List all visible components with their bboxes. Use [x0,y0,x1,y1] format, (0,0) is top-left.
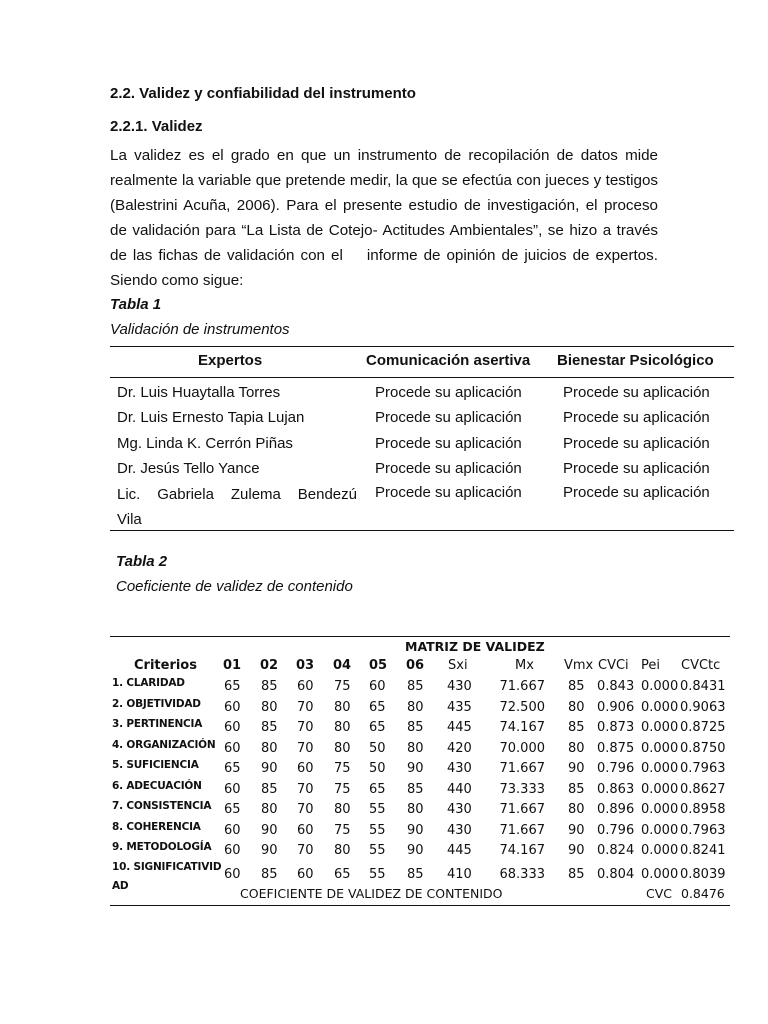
cvctc-value: 0.8725 [680,720,726,735]
expert-name-line: Lic. Gabriela Zulema Bendezú [117,486,357,503]
score-01: 65 [224,761,241,776]
score-04: 80 [334,720,351,735]
score-04: 75 [334,781,351,797]
cvci-value: 0.843 [597,679,635,694]
score-06: 80 [407,802,424,817]
score-06: 85 [407,781,424,797]
paragraph-line: (Balestrini Acuña, 2006). Para el presente estudio de investigación, el proceso [110,197,658,214]
sxi-value: 430 [447,679,472,694]
validation-table [110,346,734,531]
pei-value: 0.000 [641,781,679,797]
score-03: 70 [297,740,314,756]
header-vmx: Vmx [564,658,594,673]
mx-value: 71.667 [499,802,545,817]
sxi-value: 410 [447,867,472,882]
score-02: 85 [261,679,278,694]
validity-matrix: MATRIZ DE VALIDEZ Criterios 01 02 03 04 05 06 Sxi Mx Vmx CVCi Pei CVCtc 1. CLARIDAD 65 85 60 75 60 85 430 71.667 85 0.843 0.000 0.8431 2. OBJETIVIDAD 60 80 70 80 65 80 435 72.500 80 0.906 0.000 0.9063 3. PERTINENCIA 60 85 70 80 65 85 445 74.167 85 0.873 0.000 0.8725 4. ORGANIZACIÓN 60 80 70 80 50 80 420 70.000 80 0.875 0.000 0.8750 5. SUFICIENCIA 65 90 60 75 50 90 430 71.667 90 0.796 0.000 0.7963 6. ADECUACIÓN 60 85 70 75 65 85 440 73.333 85 0.863 0.000 0.8627 7. CONSISTENCIA 65 80 70 80 55 80 430 71.667 80 0.896 0.000 0.8958 8. COHERENCIA 60 90 60 75 55 90 430 71.667 90 0.796 0.000 0.7963 9. METODOLOGÍA 60 90 70 80 55 90 445 74.167 90 0.824 0.000 0.8241 10. SIGNIFICATIVID AD 60 85 60 65 55 85 410 68.333 85 0.804 0.000 0.8039 COEFICIENTE DE VALIDEZ DE CONTENIDO CVC 0.8476 [110,636,730,906]
table2-caption: Coeficiente de validez de contenido [116,578,353,595]
header-bienestar: Bienestar Psicológico [557,352,714,369]
criterion-label: 2. OBJETIVIDAD [112,697,201,710]
score-06: 80 [407,699,424,715]
score-01: 65 [224,679,241,694]
verdict-comunicacion: Procede su aplicación [375,409,522,426]
score-02: 80 [261,802,278,817]
score-05: 65 [369,720,386,735]
mx-value: 70.000 [499,740,545,756]
table-row [110,698,730,718]
score-03: 70 [297,720,314,735]
cvctc-value: 0.9063 [680,699,726,715]
header-comunicacion: Comunicación asertiva [366,352,531,369]
verdict-bienestar: Procede su aplicación [563,409,710,426]
cvci-value: 0.824 [597,843,635,858]
criterion-label: 1. CLARIDAD [112,677,185,689]
score-05: 55 [369,843,386,858]
expert-name: Dr. Luis Huaytalla Torres [117,384,281,401]
cvci-value: 0.896 [597,802,635,817]
score-05: 50 [369,761,386,776]
criterion-label: 9. METODOLOGÍA [112,841,212,853]
score-02: 90 [261,761,278,776]
table1-caption: Validación de instrumentos [110,321,290,338]
table1-label: Tabla 1 [110,296,162,313]
pei-value: 0.000 [641,802,679,817]
header-03: 03 [296,658,315,673]
intro-paragraph [110,143,658,293]
score-02: 85 [261,867,278,882]
criterion-label: 3. PERTINENCIA [112,718,203,730]
score-01: 60 [224,843,241,858]
mx-value: 71.667 [499,822,545,838]
vmx-value: 80 [568,699,585,715]
vmx-value: 80 [568,740,585,756]
table-row [110,759,730,779]
header-05: 05 [369,658,388,673]
score-02: 90 [261,822,278,838]
sxi-value: 435 [447,699,472,715]
pei-value: 0.000 [641,843,679,858]
score-04: 80 [334,740,351,756]
sxi-value: 430 [447,822,472,838]
validation-table-body [110,378,734,531]
mx-value: 71.667 [499,679,545,694]
criterion-label: 7. CONSISTENCIA [112,800,212,812]
verdict-comunicacion: Procede su aplicación [375,484,522,501]
paragraph-line: de validación para “La Lista de Cotejo- Actitudes Ambientales”, se hizo a través [110,222,658,239]
sxi-value: 445 [447,720,472,735]
table-row [110,677,730,697]
score-04: 80 [334,802,351,817]
mx-value: 73.333 [499,781,545,797]
verdict-bienestar: Procede su aplicación [563,435,710,452]
mx-value: 72.500 [499,699,545,715]
score-01: 60 [224,822,241,838]
score-02: 85 [261,720,278,735]
pei-value: 0.000 [641,822,679,838]
score-03: 70 [297,843,314,858]
score-02: 85 [261,781,278,797]
cvci-value: 0.873 [597,720,635,735]
mx-value: 74.167 [499,843,545,858]
score-03: 70 [297,781,314,797]
sxi-value: 430 [447,761,472,776]
header-06: 06 [406,658,425,673]
score-04: 75 [334,761,351,776]
score-01: 60 [224,720,241,735]
score-02: 90 [261,843,278,858]
score-05: 65 [369,781,386,797]
header-pei: Pei [641,658,660,673]
score-04: 65 [334,867,351,882]
cvctc-value: 0.8039 [680,867,726,882]
verdict-bienestar: Procede su aplicación [563,384,710,401]
score-03: 70 [297,699,314,715]
score-02: 80 [261,699,278,715]
pei-value: 0.000 [641,699,679,715]
expert-name: Mg. Linda K. Cerrón Piñas [117,435,293,452]
score-05: 50 [369,740,386,756]
cvctc-value: 0.8958 [680,802,726,817]
verdict-bienestar: Procede su aplicación [563,484,710,501]
score-04: 75 [334,822,351,838]
sxi-value: 445 [447,843,472,858]
vmx-value: 90 [568,843,585,858]
table-row [110,800,730,820]
table-row [110,841,730,861]
cvctc-value: 0.7963 [680,822,726,838]
cvci-value: 0.804 [597,867,635,882]
verdict-comunicacion: Procede su aplicación [375,384,522,401]
sxi-value: 430 [447,802,472,817]
cvci-value: 0.796 [597,822,635,838]
score-01: 60 [224,867,241,882]
cvci-value: 0.875 [597,740,635,756]
score-05: 55 [369,867,386,882]
score-03: 70 [297,802,314,817]
table2-label: Tabla 2 [116,553,168,570]
score-02: 80 [261,740,278,756]
criterion-label: 10. SIGNIFICATIVID AD [112,861,222,892]
paragraph-line: realmente la variable que pretende medir, la que se efectúa con jueces y testigos [110,172,658,189]
pei-value: 0.000 [641,740,679,756]
criterion-label: 6. ADECUACIÓN [112,779,202,792]
vmx-value: 85 [568,781,585,797]
score-01: 60 [224,740,241,756]
vmx-value: 85 [568,679,585,694]
score-01: 60 [224,699,241,715]
cvci-value: 0.863 [597,781,635,797]
section-title: 2.2. Validez y confiabilidad del instrumento [110,85,416,102]
score-05: 60 [369,679,386,694]
vmx-value: 90 [568,761,585,776]
vmx-value: 80 [568,802,585,817]
header-expertos: Expertos [198,352,263,369]
matrix-footer-label: COEFICIENTE DE VALIDEZ DE CONTENIDO [240,886,503,901]
header-sxi: Sxi [448,658,468,673]
paragraph-line: Siendo como sigue: [110,272,244,289]
score-03: 60 [297,822,314,838]
score-06: 90 [407,843,424,858]
table-row [110,821,730,841]
score-06: 80 [407,740,424,756]
sxi-value: 420 [447,740,472,756]
score-03: 60 [297,679,314,694]
verdict-bienestar: Procede su aplicación [563,460,710,477]
cvctc-value: 0.8750 [680,740,726,756]
mx-value: 68.333 [499,867,545,882]
table-row [110,739,730,759]
vmx-value: 85 [568,720,585,735]
validation-table-header [110,346,734,378]
header-04: 04 [333,658,352,673]
header-02: 02 [260,658,279,673]
expert-name: Dr. Jesús Tello Yance [117,460,260,477]
table-row [110,718,730,738]
header-criterios: Criterios [134,658,197,673]
score-06: 85 [407,867,424,882]
cvctc-value: 0.7963 [680,761,726,776]
cvctc-value: 0.8627 [680,781,726,797]
verdict-comunicacion: Procede su aplicación [375,435,522,452]
mx-value: 71.667 [499,761,545,776]
score-03: 60 [297,761,314,776]
cvctc-value: 0.8431 [680,679,726,694]
score-05: 55 [369,802,386,817]
cvci-value: 0.796 [597,761,635,776]
score-06: 85 [407,679,424,694]
score-01: 65 [224,802,241,817]
criterion-label: 5. SUFICIENCIA [112,759,199,771]
score-06: 90 [407,822,424,838]
cvc-value: 0.8476 [681,886,725,901]
pei-value: 0.000 [641,867,679,882]
score-03: 60 [297,867,314,882]
header-cvci: CVCi [598,658,629,673]
score-01: 60 [224,781,241,797]
score-06: 85 [407,720,424,735]
expert-name: Dr. Luis Ernesto Tapia Lujan [117,409,305,426]
subsection-title: 2.2.1. Validez [110,118,203,135]
vmx-value: 85 [568,867,585,882]
criterion-label: 8. COHERENCIA [112,820,201,833]
paragraph-line: La validez es el grado en que un instrumento de recopilación de datos mide [110,147,658,164]
expert-name [117,482,357,532]
pei-value: 0.000 [641,720,679,735]
score-06: 90 [407,761,424,776]
score-05: 55 [369,822,386,838]
table-row [110,780,730,800]
expert-name-line: Vila [117,511,142,528]
cvci-value: 0.906 [597,699,635,715]
pei-value: 0.000 [641,679,679,694]
score-04: 80 [334,699,351,715]
header-01: 01 [223,658,242,673]
verdict-comunicacion: Procede su aplicación [375,460,522,477]
cvctc-value: 0.8241 [680,843,726,858]
paragraph-line: de las fichas de validación con el informe de opinión de juicios de expertos. [110,247,658,264]
score-04: 75 [334,679,351,694]
mx-value: 74.167 [499,720,545,735]
cvc-label: CVC [646,886,673,901]
header-mx: Mx [515,658,534,673]
criterion-label: 4. ORGANIZACIÓN [112,738,216,751]
vmx-value: 90 [568,822,585,838]
score-05: 65 [369,699,386,715]
sxi-value: 440 [447,781,472,797]
score-04: 80 [334,843,351,858]
pei-value: 0.000 [641,761,679,776]
header-cvctc: CVCtc [681,658,721,673]
